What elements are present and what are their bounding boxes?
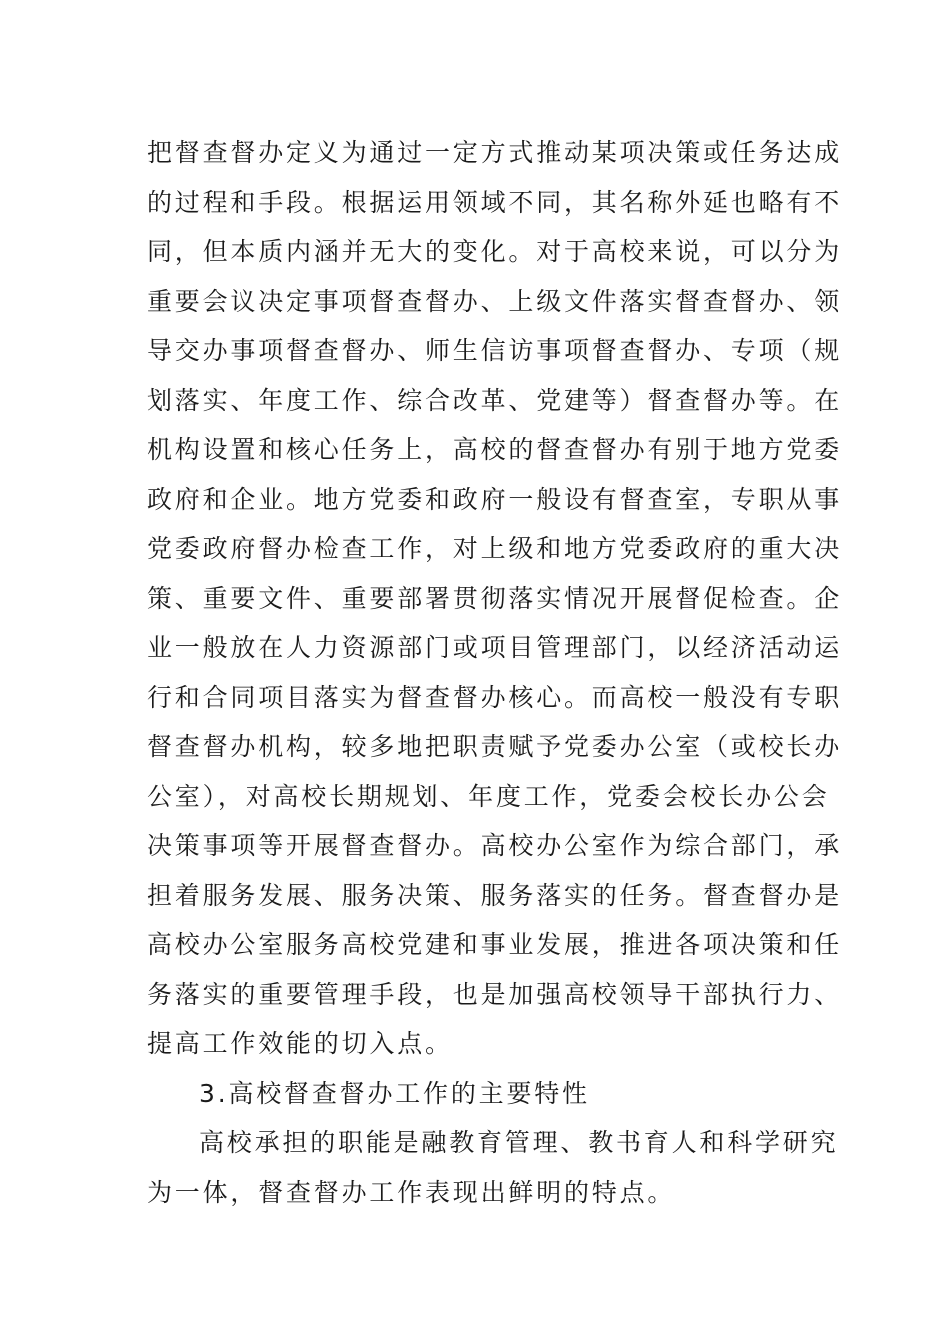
paragraph-line: 担着服务发展、服务决策、服务落实的任务。督查督办是 (147, 880, 843, 910)
paragraph-line: 行和合同项目落实为督查督办核心。而高校一般没有专职 (147, 682, 843, 712)
paragraph-line: 高校承担的职能是融教育管理、教书育人和科学研究 (199, 1128, 839, 1157)
paragraph-line: 机构设置和核心任务上，高校的督查督办有别于地方党委 (147, 435, 843, 464)
paragraph-line: 重要会议决定事项督查督办、上级文件落实督查督办、领 (147, 286, 843, 316)
paragraph-line: 公室），对高校长期规划、年度工作，党委会校长办公会 (147, 781, 830, 811)
paragraph-line: 督查督办机构，较多地把职责赋予党委办公室（或校长办 (147, 732, 843, 761)
paragraph-line: 同，但本质内涵并无大的变化。对于高校来说，可以分为 (147, 237, 843, 266)
paragraph-line: 高校办公室服务高校党建和事业发展，推进各项决策和任 (147, 930, 843, 959)
paragraph-line: 导交办事项督查督办、师生信访事项督查督办、专项（规 (147, 336, 843, 365)
paragraph-line: 的过程和手段。根据运用领域不同，其名称外延也略有不 (147, 187, 843, 217)
paragraph-line: 把督查督办定义为通过一定方式推动某项决策或任务达成 (147, 138, 843, 167)
paragraph-line: 为一体，督查督办工作表现出鲜明的特点。 (147, 1177, 676, 1207)
section-heading: 3.高校督查督办工作的主要特性 (199, 1078, 590, 1108)
paragraph-line: 政府和企业。地方党委和政府一般设有督查室，专职从事 (147, 484, 843, 514)
paragraph-line: 划落实、年度工作、综合改革、党建等）督查督办等。在 (147, 385, 843, 415)
paragraph-line: 业一般放在人力资源部门或项目管理部门，以经济活动运 (147, 633, 843, 662)
paragraph-line: 策、重要文件、重要部署贯彻落实情况开展督促检查。企 (147, 583, 843, 613)
paragraph-line: 提高工作效能的切入点。 (147, 1029, 453, 1058)
paragraph-line: 党委政府督办检查工作，对上级和地方党委政府的重大决 (147, 534, 843, 563)
paragraph-line: 决策事项等开展督查督办。高校办公室作为综合部门，承 (147, 831, 843, 860)
paragraph-line: 务落实的重要管理手段，也是加强高校领导干部执行力、 (147, 979, 843, 1009)
document-body (147, 128, 843, 1217)
